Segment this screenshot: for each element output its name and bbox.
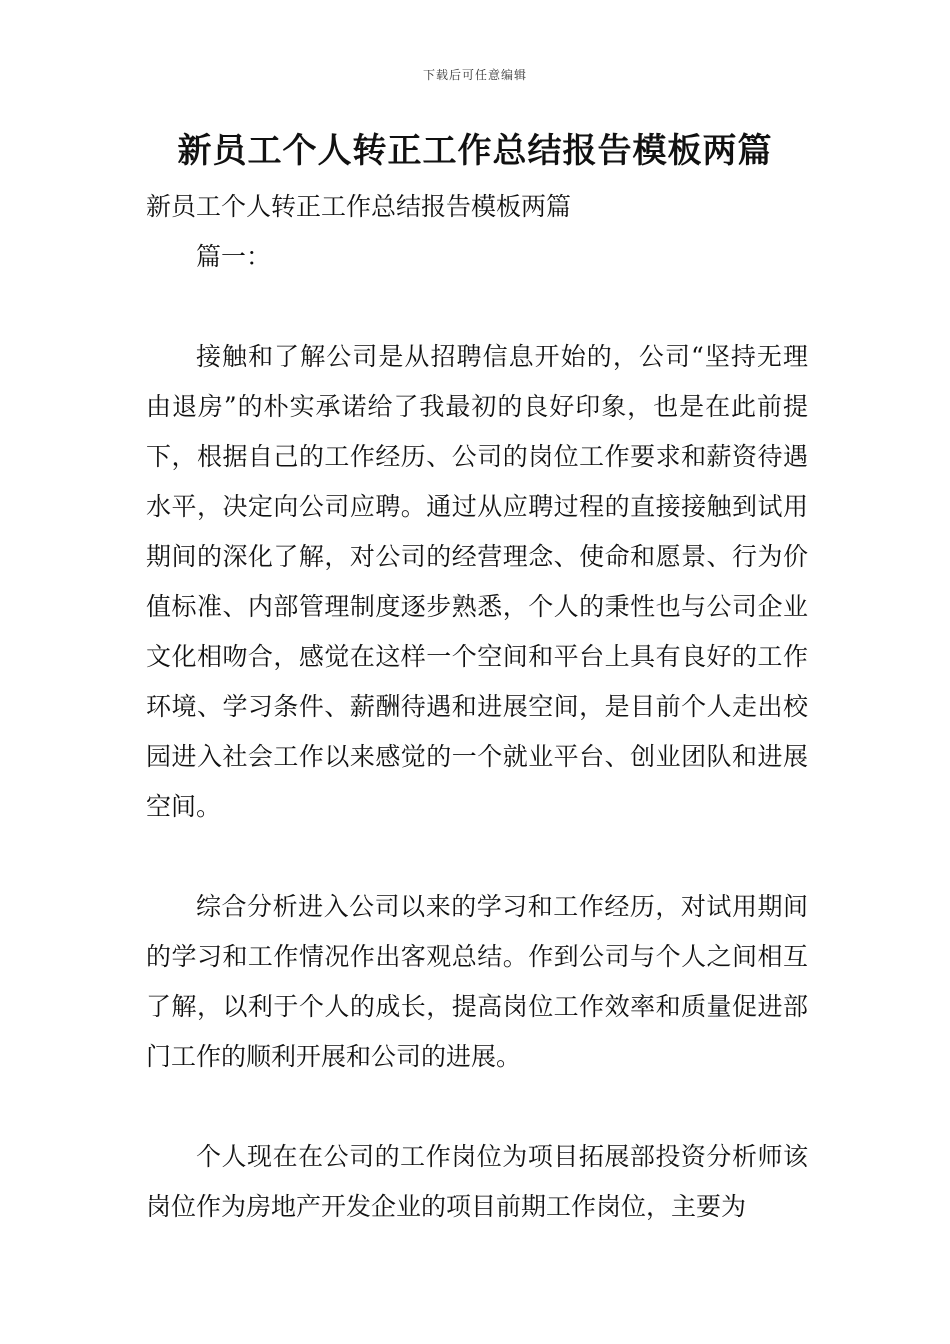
- header-note: 下载后可任意编辑: [422, 68, 527, 82]
- document-title: 新员工个人转正工作总结报告模板两篇: [177, 131, 773, 171]
- body-paragraph-1: 接触和了解公司是从招聘信息开始的，公司“坚持无理由退房”的朴实承诺给了我最初的良好印象，也是在此前提下，根据自己的工作经历、公司的岗位工作要求和薪资待遇水平，决定向公司应聘。通过从应聘过程的直接接触到试用期间的深化了解，对公司的经营理念、使命和愿景、行为价值标准、内部管理制度逐步熟悉，个人的秉性也与公司企业文化相吻合，感觉在这样一个空间和平台上具有良好的工作环境、学习条件、薪酬待遇和进展空间，是目前个人走出校园进入社会工作以来感觉的一个就业平台、创业团队和进展空间。: [146, 342, 808, 821]
- document-body: [146, 182, 808, 1232]
- body-paragraph-3: 个人现在在公司的工作岗位为项目拓展部投资分析师该岗位作为房地产开发企业的项目前期工作岗位，主要为: [146, 1142, 808, 1221]
- body-paragraph-2: 综合分析进入公司以来的学习和工作经历，对试用期间的学习和工作情况作出客观总结。作到公司与个人之间相互了解，以利于个人的成长，提高岗位工作效率和质量促进部门工作的顺利开展和公司的进展。: [146, 892, 808, 1071]
- document-subtitle: 新员工个人转正工作总结报告模板两篇: [146, 192, 572, 221]
- section-label: 篇一：: [196, 242, 272, 271]
